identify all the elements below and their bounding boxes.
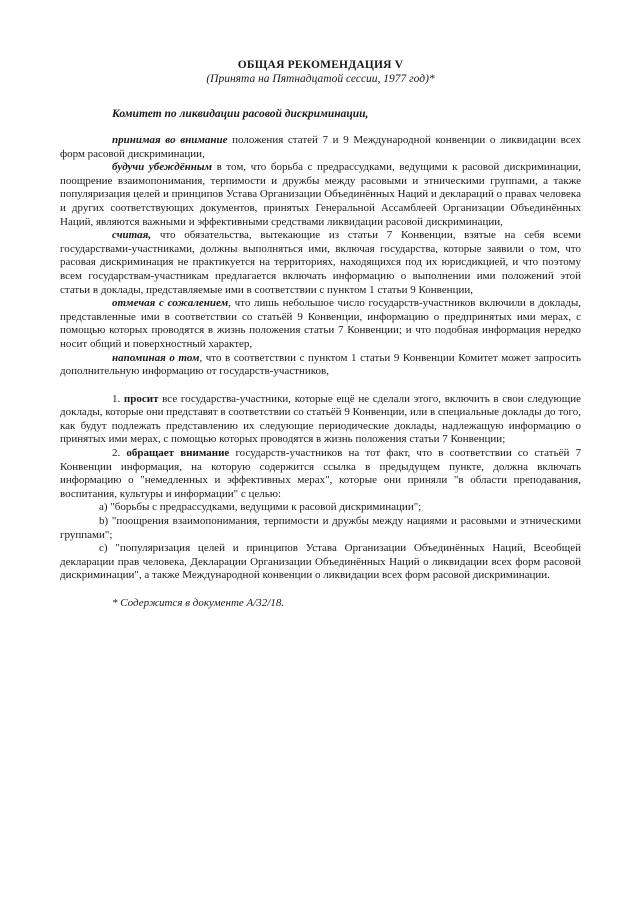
- sub-item: a) "борьбы с предрассудками, ведущими к расовой дискриминации";: [99, 501, 422, 514]
- committee-heading: Комитет по ликвидации расовой дискриминации,: [112, 108, 369, 120]
- paragraph-lead: принимая во внимание: [112, 134, 228, 146]
- paragraph-number: 2.: [112, 447, 127, 460]
- operative-paragraph: [60, 393, 581, 447]
- paragraph-lead: просит: [123, 392, 159, 405]
- preamble-paragraph: [60, 229, 581, 297]
- preamble-paragraph: [60, 352, 581, 379]
- document-title: ОБЩАЯ РЕКОМЕНДАЦИЯ V: [237, 59, 404, 71]
- paragraph-text: , что в соответствии с пунктом 1 статьи 9 Конвенции Комитет может запросить дополнительную информацию от государств-участников,: [60, 351, 581, 378]
- paragraph-text: положения статей 7 и 9 Международной конвенции о ликвидации всех форм расовой дискриминации,: [60, 134, 581, 160]
- document-subtitle: (Принята на Пятнадцатой сессии, 1977 год)*: [206, 73, 435, 85]
- paragraph-lead: считая,: [112, 229, 152, 242]
- paragraph-text: все государства-участники, которые ещё не сделали этого, включить в свои следующие доклады, которые они представят в соответствии со статьёй 9 Конвенции, или в специальные доклады до того, как будут подлежать представлению их следующие периодические доклады, надлежащую информацию о принятых ими мерах, с помощью которых проводятся в жизнь положения статьи 7 Конвенции;: [60, 392, 581, 446]
- preamble-paragraph: [60, 134, 581, 161]
- sub-item: c) "популяризация целей и принципов Устава Организации Объединённых Наций, Всеобщей декларации прав человека, Декларации Организации Объединённых Наций о ликвидации всех форм расовой дискриминации", а также Международной конвенции о ликвидации всех форм расовой дискриминации.: [60, 542, 581, 582]
- paragraph-lead: будучи убеждённым: [112, 161, 213, 174]
- paragraph-lead: обращает внимание: [126, 447, 230, 460]
- paragraph-text: что обязательства, вытекающие из статьи 7 Конвенции, взятые на себя всеми государствами-участниками, должны выполняться ими, включая государства, которые заявили о том, что расовая дискриминация не практикуется на территориях, находящихся под их юрисдикцией, и что поэтому всем государствам-участникам предлагается включать информацию о выполнении ими положений этой статьи в доклады, представляемые ими в соответствии с пунктом 1 статьи 9 Конвенции,: [60, 229, 581, 296]
- paragraph-text: , что лишь небольшое число государств-участников включили в доклады, представленные ими в соответствии со статьёй 9 Конвенции, информацию о предпринятых ими мерах, с помощью которых проводятся в жизнь положения статьи 7 Конвенции; и что подобная информация нередко носит общий и поверхностный характер,: [60, 297, 581, 350]
- paragraph-number: 1.: [112, 392, 124, 405]
- paragraph-text: в том, что борьба с предрассудками, ведущими к расовой дискриминации, поощрение взаимопонимания, терпимости и дружбы между расовыми и этническими группами, а также популяризация целей и принципов Устава Организации Объединённых Наций и деклараций о правах человека и других соответствующих документов, принятых Генеральной Ассамблеей Организации Объединённых Наций, являются важными и эффективными средствами ликвидации расовой дискриминации,: [60, 161, 581, 228]
- document-page: [60, 58, 581, 610]
- footnote: * Содержится в документе A/32/18.: [112, 597, 285, 609]
- spacer: [60, 379, 581, 393]
- operative-paragraph: [60, 447, 581, 501]
- preamble-paragraph: [60, 297, 581, 351]
- preamble-paragraph: [60, 161, 581, 229]
- paragraph-lead: отмечая с сожалением: [112, 297, 229, 310]
- sub-item: b) "поощрения взаимопонимания, терпимости и дружбы между нациями и расовыми и этническими группами";: [60, 515, 581, 541]
- operative-section: [60, 393, 581, 583]
- paragraph-lead: напоминая о том: [112, 351, 200, 364]
- preamble: [60, 134, 581, 379]
- paragraph-text: государств-участников на тот факт, что в соответствии со статьёй 7 Конвенции информация, на которую содержится ссылка в предыдущем пункте, должна включать информацию о "немедленных и эффективных мерах", которые они приняли "в области преподавания, воспитания, культуры и информации" с целью:: [60, 447, 581, 500]
